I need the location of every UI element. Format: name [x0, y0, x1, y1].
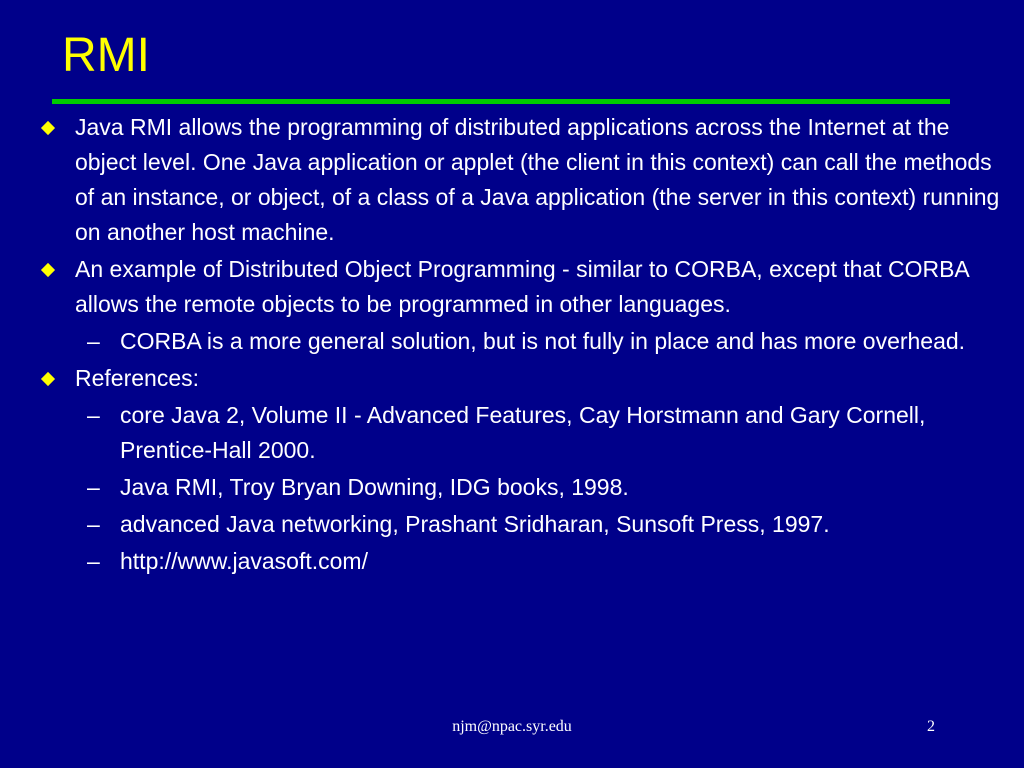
bullet-item	[40, 252, 1010, 322]
diamond-bullet-icon	[40, 110, 53, 145]
dash-marker: –	[87, 402, 100, 428]
bullet-item	[40, 361, 1010, 396]
sub-bullet-link[interactable]: http://www.javasoft.com/	[120, 548, 368, 574]
sub-bullet-text: advanced Java networking, Prashant Sridharan, Sunsoft Press, 1997.	[120, 511, 830, 537]
dash-marker: –	[87, 548, 100, 574]
sub-bullet-item	[40, 470, 1010, 505]
title-underline	[52, 99, 950, 104]
sub-bullet-item	[40, 324, 1010, 359]
dash-marker: –	[87, 328, 100, 354]
sub-bullet-item	[40, 544, 1010, 579]
bullet-text: An example of Distributed Object Programming - similar to CORBA, except that CORBA allows the remote objects to be programmed in other languages.	[75, 256, 969, 317]
sub-bullet-text: CORBA is a more general solution, but is not fully in place and has more overhead.	[120, 328, 966, 354]
sub-bullet-item	[40, 398, 1010, 468]
slide-body	[40, 110, 1010, 581]
diamond-bullet-icon	[40, 361, 53, 396]
bullet-item	[40, 110, 1010, 250]
bullet-text: Java RMI allows the programming of distributed applications across the Internet at the object level. One Java application or applet (the client in this context) can call the methods of an instance, or object, of a class of a Java application (the server in this context) running on another host machine.	[75, 114, 1000, 245]
slide-title: RMI	[62, 29, 150, 82]
bullet-text: References:	[75, 365, 200, 391]
sub-bullet-text: core Java 2, Volume II - Advanced Features, Cay Horstmann and Gary Cornell, Prentice-Hall 2000.	[120, 402, 926, 463]
sub-bullet-item	[40, 507, 1010, 542]
footer-email: njm@npac.syr.edu	[452, 718, 572, 735]
diamond-bullet-icon	[40, 252, 53, 287]
page-number: 2	[927, 718, 935, 735]
dash-marker: –	[87, 511, 100, 537]
dash-marker: –	[87, 474, 100, 500]
sub-bullet-text: Java RMI, Troy Bryan Downing, IDG books, 1998.	[120, 474, 629, 500]
